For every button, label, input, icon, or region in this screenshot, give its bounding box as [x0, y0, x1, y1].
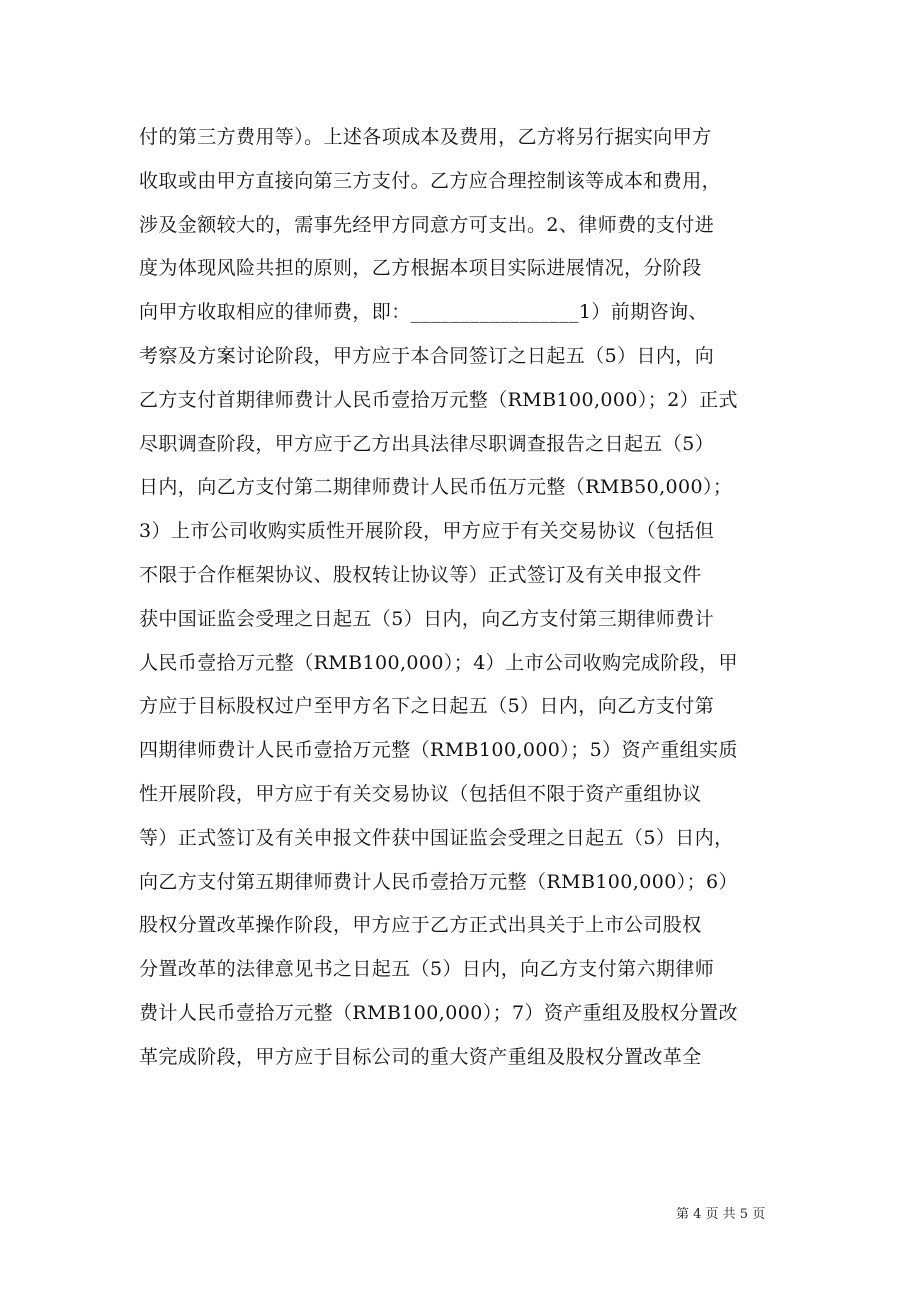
body-text — [139, 116, 799, 1080]
page-number-footer: 第 4 页 共 5 页 — [676, 1207, 766, 1222]
text-line: 方应于目标股权过户至甲方名下之日起五（5）日内，向乙方支付第 — [139, 695, 715, 718]
text-line: 收取或由甲方直接向第三方支付。乙方应合理控制该等成本和费用， — [139, 169, 722, 192]
text-line: 向甲方收取相应的律师费，即：_________________1）前期咨询、 — [139, 301, 708, 324]
text-line: 分置改革的法律意见书之日起五（5）日内，向乙方支付第六期律师 — [139, 958, 715, 981]
text-line: 性开展阶段，甲方应于有关交易协议（包括但不限于资产重组协议 — [139, 782, 702, 805]
text-line: 日内，向乙方支付第二期律师费计人民币伍万元整（RMB50,000）； — [139, 476, 733, 499]
text-line: 股权分置改革操作阶段，甲方应于乙方正式出具关于上市公司股权 — [139, 914, 702, 937]
text-line: 人民币壹拾万元整（RMB100,000）；4）上市公司收购完成阶段，甲 — [139, 651, 738, 674]
text-line: 四期律师费计人民币壹拾万元整（RMB100,000）；5）资产重组实质 — [139, 739, 738, 762]
text-line: 付的第三方费用等）。上述各项成本及费用，乙方将另行据实向甲方 — [139, 126, 712, 148]
text-line: 涉及金额较大的，需事先经甲方同意方可支出。2、律师费的支付进 — [139, 213, 715, 236]
text-line: 获中国证监会受理之日起五（5）日内，向乙方支付第三期律师费计 — [139, 607, 715, 630]
text-line: 尽职调查阶段，甲方应于乙方出具法律尽职调查报告之日起五（5） — [139, 432, 715, 455]
text-line: 考察及方案讨论阶段，甲方应于本合同签订之日起五（5）日内，向 — [139, 344, 715, 367]
text-line: 度为体现风险共担的原则，乙方根据本项目实际进展情况，分阶段 — [139, 257, 702, 280]
text-line: 不限于合作框架协议、股权转让协议等）正式签订及有关申报文件 — [139, 563, 702, 586]
text-line: 乙方支付首期律师费计人民币壹拾万元整（RMB100,000）；2）正式 — [139, 388, 738, 411]
text-line: 革完成阶段，甲方应于目标公司的重大资产重组及股权分置改革全 — [139, 1045, 702, 1068]
text-line: 向乙方支付第五期律师费计人民币壹拾万元整（RMB100,000）；6） — [139, 870, 738, 893]
text-line: 等）正式签订及有关申报文件获中国证监会受理之日起五（5）日内， — [139, 826, 734, 849]
text-line: 费计人民币壹拾万元整（RMB100,000）；7）资产重组及股权分置改 — [139, 1001, 738, 1024]
text-line: 3）上市公司收购实质性开展阶段，甲方应于有关交易协议（包括但 — [139, 520, 715, 543]
